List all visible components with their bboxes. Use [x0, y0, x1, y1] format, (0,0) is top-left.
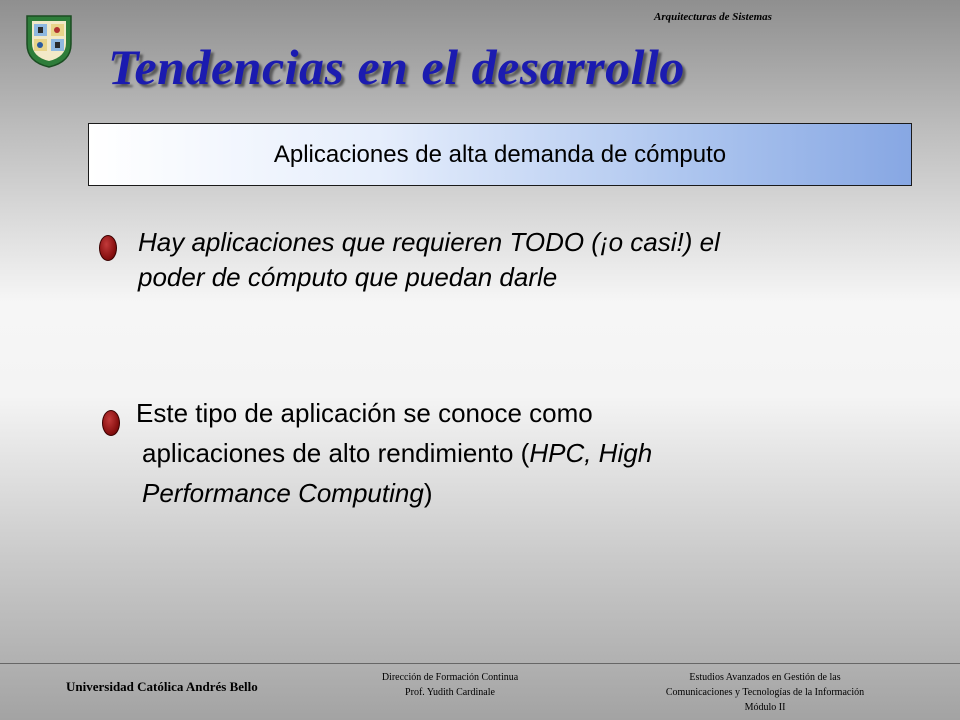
bullet2-line2-italic: HPC, High: [529, 438, 653, 468]
subtitle-banner: [88, 123, 912, 186]
bullet1-line2: poder de cómputo que puedan darle: [138, 262, 558, 292]
footer-program: [640, 670, 890, 715]
bullet2-line1: Este tipo de aplicación se conoce como: [136, 398, 593, 428]
course-header-note: Arquitecturas de Sistemas: [654, 11, 772, 23]
bullet1-line1: Hay aplicaciones que requieren TODO (¡o casi!) el: [138, 227, 720, 257]
university-crest-icon: [24, 14, 74, 68]
bullet2-line3-italic: Performance Computing: [142, 478, 424, 508]
footer-divider: [0, 663, 960, 664]
bullet2-line2-pre: aplicaciones de alto rendimiento (: [142, 438, 530, 468]
bullet-text-2: [136, 393, 856, 513]
subtitle-text: Aplicaciones de alta demanda de cómputo: [273, 140, 727, 168]
footer-right-line3: Módulo II: [744, 702, 786, 713]
footer-right-line2: Comunicaciones y Tecnologías de la Información: [665, 687, 865, 698]
footer-department: [340, 670, 560, 700]
bullet-text-1: [138, 225, 928, 295]
footer-university: Universidad Católica Andrés Bello: [66, 679, 258, 694]
footer-right-line1: Estudios Avanzados en Gestión de las: [689, 672, 841, 683]
slide-title: Tendencias en el desarrollo: [108, 39, 685, 95]
bullet-point-icon: [102, 410, 120, 436]
footer-mid-line1: Dirección de Formación Continua: [381, 672, 519, 683]
bullet2-line3: [136, 473, 856, 513]
bullet2-line3-post: ): [423, 478, 433, 508]
footer-mid-line2: Prof. Yudith Cardinale: [405, 687, 495, 698]
bullet2-line2: [136, 433, 856, 473]
bullet-point-icon: [99, 235, 117, 261]
